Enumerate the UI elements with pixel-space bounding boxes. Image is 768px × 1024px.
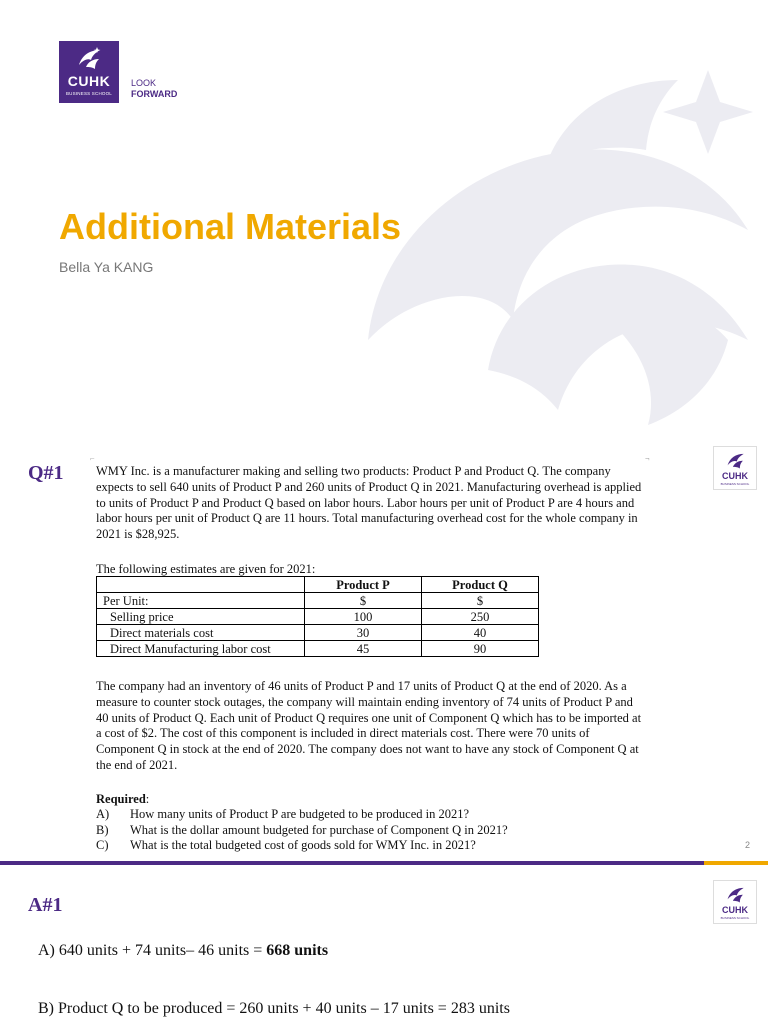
required-label: Required <box>96 792 146 806</box>
cuhk-small-logo <box>713 880 757 924</box>
inventory-paragraph: The company had an inventory of 46 units of Product P and 17 units of Product Q at the end of 2020. As a measure to counter stock outages, the company will maintain ending inventory of 74 units of Product P and 40 units of Product Q. Each unit of Product Q requires one unit of Component Q which has to be imported at a cost of $2. The cost of this component is included in direct materials cost. There were 70 units of Component Q in stock at the end of 2020. The company does not want to have any stock of Component Q at the end of 2021. <box>96 679 642 772</box>
table-cell: 100 <box>305 609 422 625</box>
divider <box>0 861 704 865</box>
cover-slide <box>0 0 768 432</box>
table-header-cell <box>97 577 305 593</box>
cuhk-small-logo <box>713 446 757 490</box>
divider-accent <box>704 861 768 865</box>
answer-label: A#1 <box>28 894 63 916</box>
answer-slide <box>0 866 768 1024</box>
table-row <box>97 609 539 625</box>
required-colon: : <box>145 792 150 806</box>
small-logo-subtext: BUSINESS SCHOOL <box>720 916 750 920</box>
table-cell: Direct materials cost <box>97 625 305 641</box>
estimates-label: The following estimates are given for 2021: <box>96 562 316 576</box>
item-text: What is the total budgeted cost of goods sold for WMY Inc. in 2021? <box>130 838 476 852</box>
answer-a-formula: A) 640 units + 74 units– 46 units = <box>38 942 267 959</box>
corner-mark-icon: ¬ <box>645 454 650 463</box>
phoenix-icon <box>76 45 104 71</box>
table-header-row <box>97 577 539 593</box>
required-heading <box>96 792 149 807</box>
logo-subtext: BUSINESS SCHOOL <box>65 91 112 96</box>
page-title: Additional Materials <box>59 206 402 247</box>
answer-b: B) Product Q to be produced = 260 units + 40 units – 17 units = 283 units <box>38 1000 510 1017</box>
table-cell: 30 <box>305 625 422 641</box>
table-row <box>97 593 539 609</box>
answer-a <box>38 942 328 960</box>
item-text: What is the dollar amount budgeted for purchase of Component Q in 2021? <box>130 822 508 837</box>
logo-text: CUHK <box>67 73 111 89</box>
table-header-cell: Product Q <box>422 577 539 593</box>
table-row <box>97 625 539 641</box>
table-cell: $ <box>422 593 539 609</box>
answer-a-result: 668 units <box>266 942 329 959</box>
item-letter: C) <box>96 838 109 852</box>
table-header-cell: Product P <box>305 577 422 593</box>
table-cell: Selling price <box>97 609 305 625</box>
tagline-line-2: FORWARD <box>131 88 178 99</box>
small-logo-text: CUHK <box>722 471 748 481</box>
table-cell: Direct Manufacturing labor cost <box>97 641 305 657</box>
table-cell: 40 <box>422 625 539 641</box>
small-logo-text: CUHK <box>722 905 748 915</box>
table-cell: 250 <box>422 609 539 625</box>
phoenix-icon <box>724 450 748 470</box>
page-number: 2 <box>744 840 750 850</box>
item-letter: B) <box>96 822 109 837</box>
question-intro: WMY Inc. is a manufacturer making and selling two products: Product P and Product Q. The company expects to sell 640 units of Product P and 260 units of Product Q in 2021. Manufacturing overhead is applied to units of Product P and Product Q based on labor hours. Labor hours per unit of Product P are 4 hours and labor hours per unit of Product Q are 11 hours. Total manufacturing overhead cost for the whole company in 2021 is $28,925. <box>96 464 642 542</box>
table-cell: $ <box>305 593 422 609</box>
question-label: Q#1 <box>28 462 64 484</box>
item-letter: A) <box>96 807 110 821</box>
table-cell: 90 <box>422 641 539 657</box>
table-cell: 45 <box>305 641 422 657</box>
list-item <box>96 823 508 839</box>
tagline-line-1: LOOK <box>131 78 157 88</box>
tagline <box>131 78 177 99</box>
corner-mark-icon: ⌐ <box>90 454 95 463</box>
list-item <box>96 838 508 854</box>
list-item <box>96 807 508 823</box>
phoenix-icon <box>724 884 748 904</box>
question-slide <box>0 432 768 862</box>
author-name: Bella Ya KANG <box>59 259 154 275</box>
required-list <box>96 807 508 854</box>
estimates-table <box>96 576 539 657</box>
item-text: How many units of Product P are budgeted to be produced in 2021? <box>130 807 470 821</box>
table-cell: Per Unit: <box>97 593 305 609</box>
small-logo-subtext: BUSINESS SCHOOL <box>720 482 750 486</box>
table-row <box>97 641 539 657</box>
cuhk-logo <box>59 41 119 103</box>
